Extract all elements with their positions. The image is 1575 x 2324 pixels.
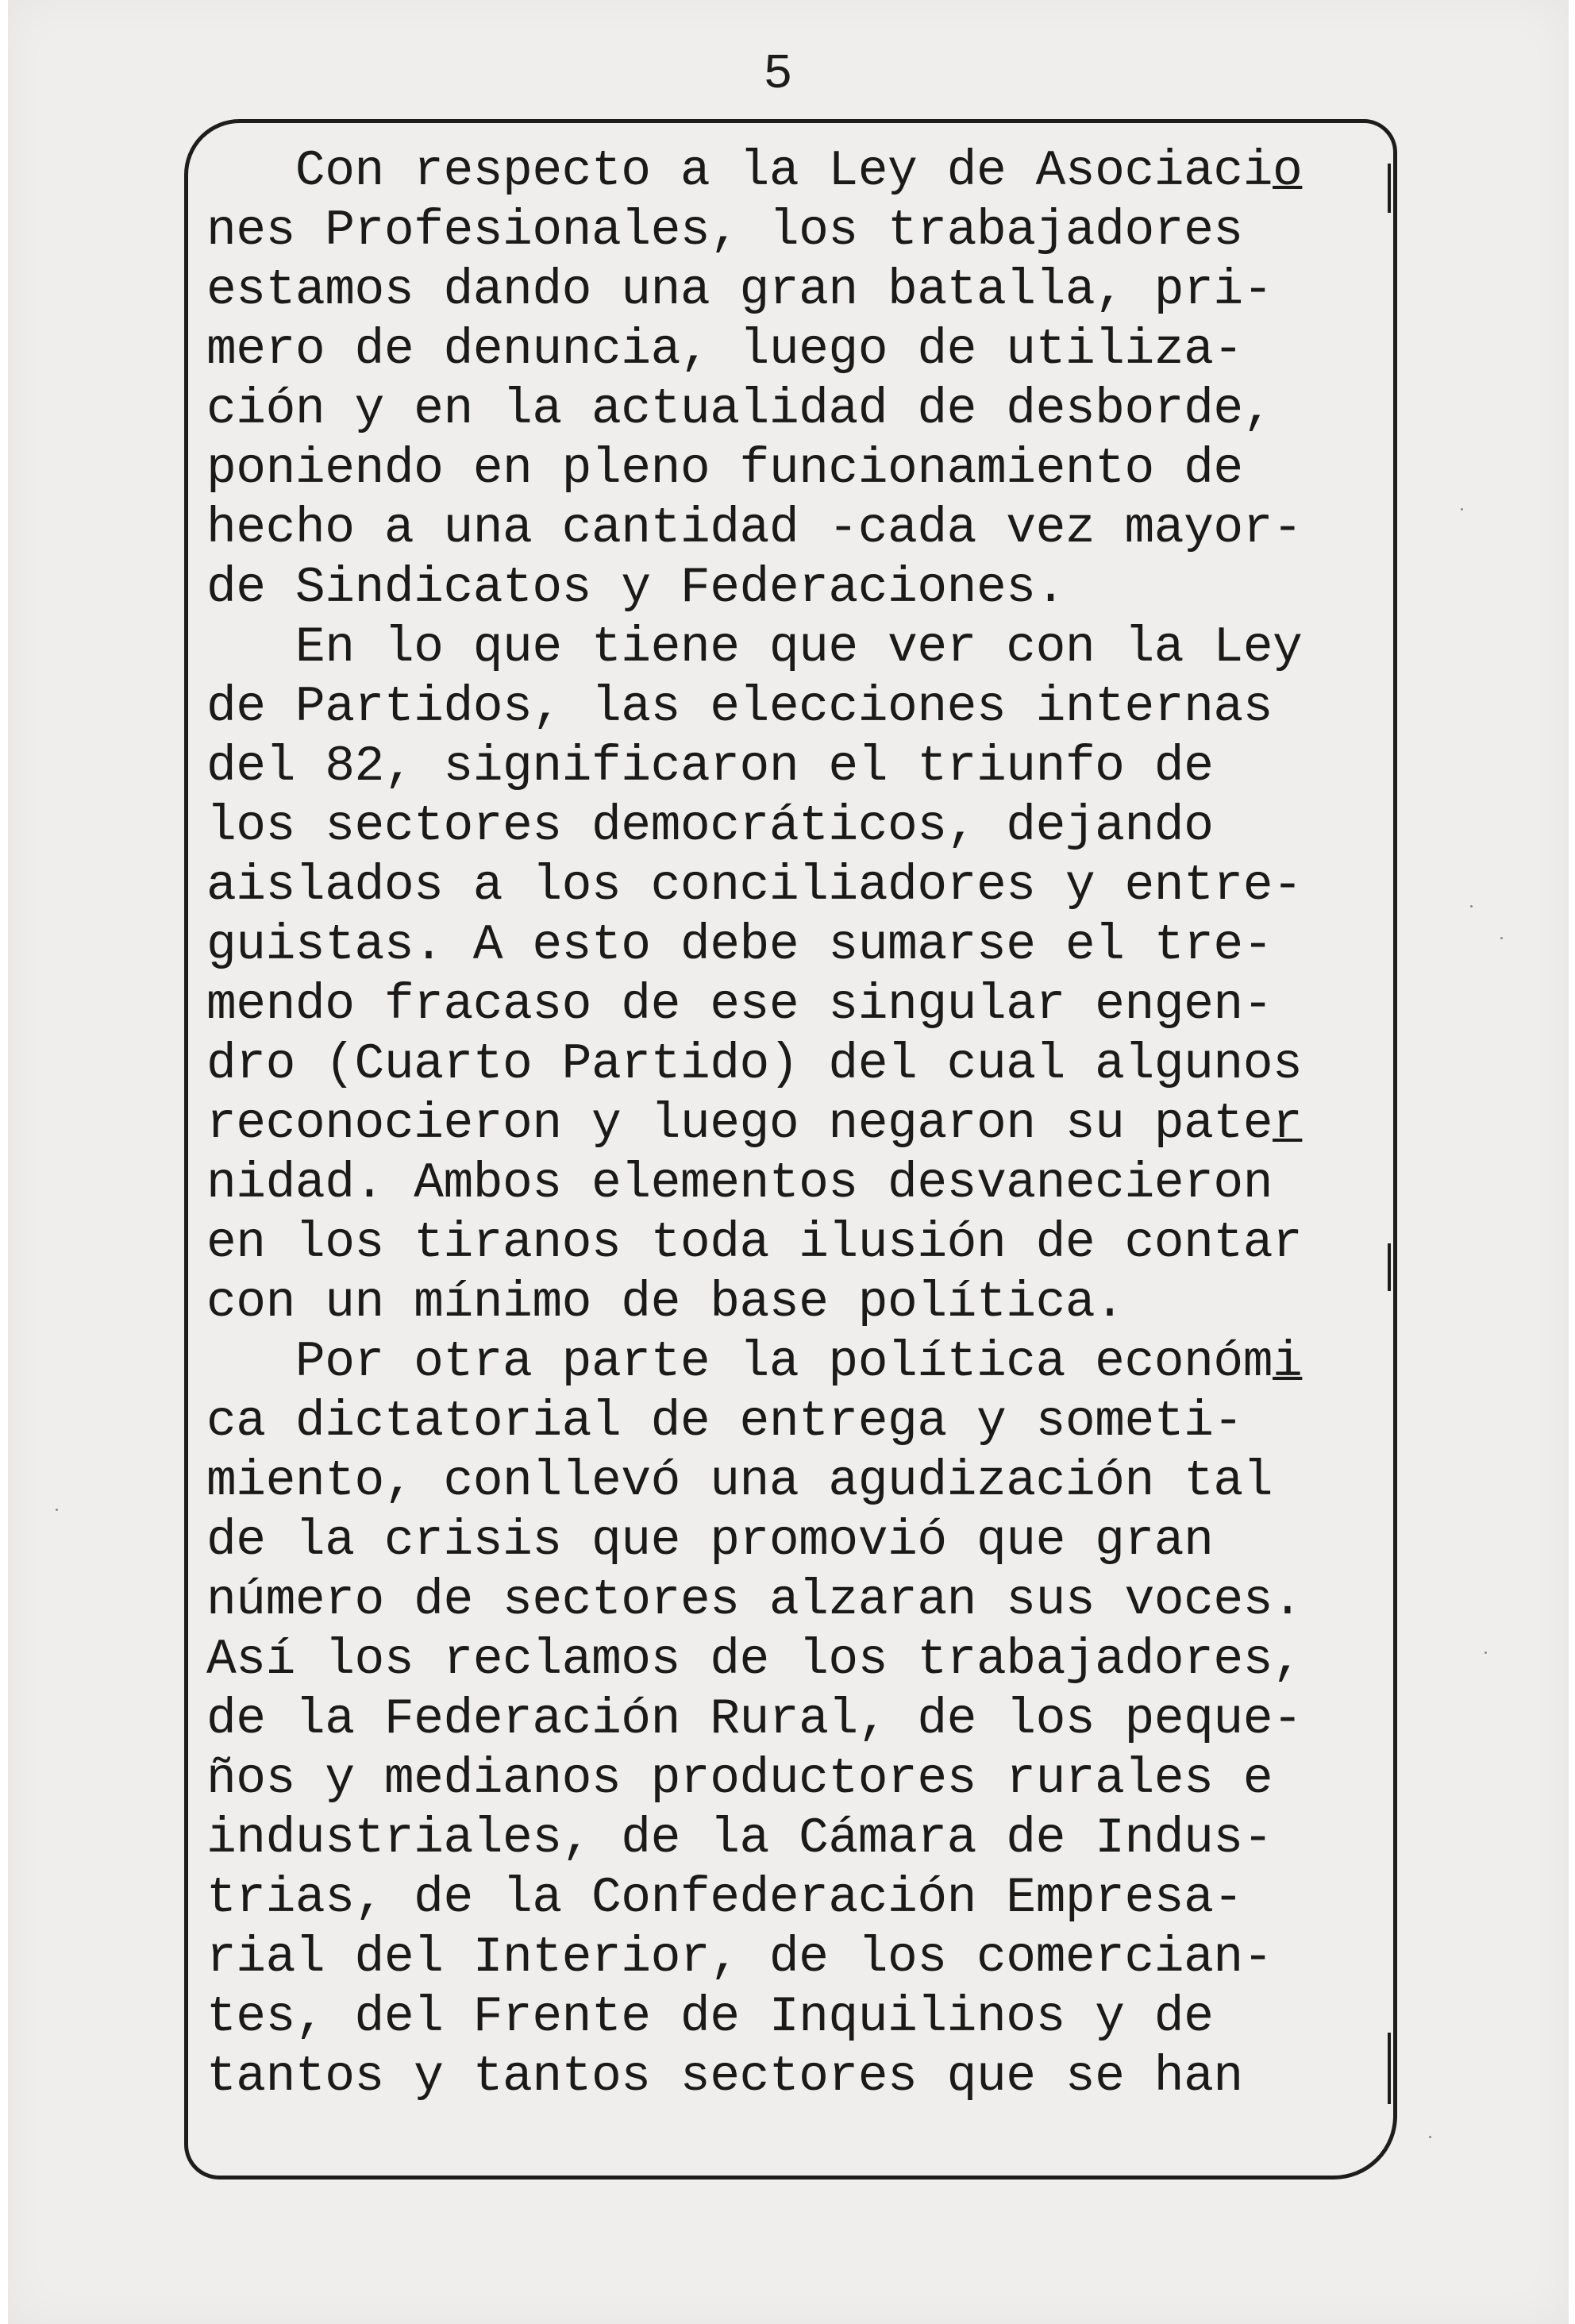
paper-speck [56, 1509, 58, 1511]
page-number: 5 [763, 46, 793, 102]
text-line: trias, de la Confederación Empresa- [206, 1870, 1243, 1926]
text-line: mero de denuncia, luego de utiliza- [206, 322, 1243, 378]
text-line: de Partidos, las elecciones internas [206, 679, 1273, 735]
text-line: ción y en la actualidad de desborde, [206, 381, 1273, 437]
typed-text-block [206, 141, 1397, 2106]
text-line: reconocieron y luego negaron su pater [206, 1096, 1303, 1152]
text-line: Con respecto a la Ley de Asociacio [206, 143, 1303, 199]
text-line: estamos dando una gran batalla, pri- [206, 262, 1273, 318]
paper-speck [1485, 1651, 1487, 1654]
text-line: de Sindicatos y Federaciones. [206, 560, 1065, 616]
text-line: tes, del Frente de Inquilinos y de [206, 1989, 1214, 2045]
text-line: ños y medianos productores rurales e [206, 1751, 1273, 1807]
text-line: del 82, significaron el triunfo de [206, 738, 1214, 795]
paper-speck [1429, 2136, 1431, 2138]
text-line: guistas. A esto debe sumarse el tre- [206, 917, 1273, 973]
text-line: de la crisis que promovió que gran [206, 1513, 1214, 1569]
text-line: de la Federación Rural, de los peque- [206, 1691, 1303, 1748]
text-line: hecho a una cantidad -cada vez mayor- [206, 500, 1303, 557]
text-line: miento, conllevó una agudización tal [206, 1453, 1273, 1509]
text-line: aislados a los conciliadores y entre- [206, 858, 1303, 914]
text-line: Así los reclamos de los trabajadores, [206, 1632, 1303, 1688]
text-line: rial del Interior, de los comercian- [206, 1929, 1273, 1986]
paper-speck [1500, 937, 1503, 939]
text-line: con un mínimo de base política. [206, 1274, 1125, 1331]
text-line: los sectores democráticos, dejando [206, 798, 1214, 854]
text-line: poniendo en pleno funcionamiento de [206, 441, 1243, 497]
text-line: número de sectores alzaran sus voces. [206, 1572, 1303, 1628]
text-line: nes Profesionales, los trabajadores [206, 202, 1243, 259]
text-line: mendo fracaso de ese singular engen- [206, 977, 1273, 1033]
paper-speck [1461, 508, 1463, 511]
text-line: nidad. Ambos elementos desvanecieron [206, 1155, 1273, 1212]
text-line: en los tiranos toda ilusión de contar [206, 1215, 1303, 1271]
text-line: industriales, de la Cámara de Indus- [206, 1810, 1273, 1867]
paper-speck [1470, 905, 1473, 908]
paper-sheet [8, 0, 1569, 2324]
text-line: ca dictatorial de entrega y someti- [206, 1393, 1243, 1450]
text-line: Por otra parte la política económi [206, 1334, 1303, 1390]
text-line: En lo que tiene que ver con la Ley [206, 619, 1303, 676]
text-line: tantos y tantos sectores que se han [206, 2048, 1243, 2105]
text-line: dro (Cuarto Partido) del cual algunos [206, 1036, 1303, 1093]
